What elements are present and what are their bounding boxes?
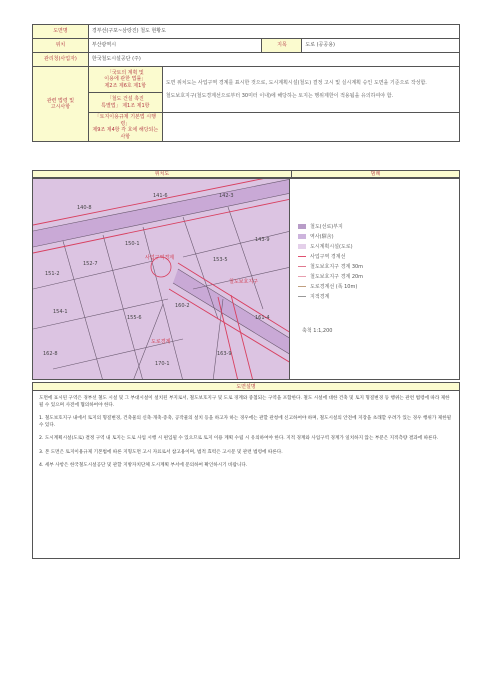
parcel-label: 151-2 <box>45 271 60 277</box>
legend-item: 철도보호지구 경계 30m <box>298 263 363 270</box>
parcel-label: 163-9 <box>217 351 232 357</box>
legend-swatch <box>298 244 306 249</box>
parcel-label: 142-3 <box>219 193 234 199</box>
description-paragraph: 도면에 표시된 구역은 경부선 철도 시설 및 그 부대시설이 설치된 부지로서, 철도보호지구 및 도로 경계와 중첩되는 구역을 포함한다. 철도 시설에 대한 건축 및 토지 형질변경 등 행위는 관련 법령에 따라 제한될 수 있으며 사전에 협의하여야 한다. <box>39 396 450 409</box>
legend-swatch <box>298 234 306 239</box>
legend-panel <box>290 178 460 380</box>
description-paragraph: 1. 철도보호지구 내에서 토지의 형질변경, 건축물의 신축·개축·증축, 공작물의 설치 등을 하고자 하는 경우에는 관할 관청에 신고하여야 하며, 철도시설의 안전에 지장을 초래할 우려가 있는 경우 행위가 제한될 수 있다. <box>39 416 452 429</box>
map-header-label: 위치도 <box>33 171 292 177</box>
parcel-label: 141-6 <box>153 193 168 199</box>
info-table <box>32 24 460 142</box>
law-notes <box>162 67 459 113</box>
legend-item: 역사(驛舍) <box>298 233 334 240</box>
law-sub-label-2: 「철도 건설 촉진 특별법」 제1조 제1항 <box>88 93 162 113</box>
title-value: 경부선(구포~삼랑진) 철도 현황도 <box>88 25 459 39</box>
parcel-label: 161-4 <box>255 315 270 321</box>
legend-item: 도시계획시설(도로) <box>298 243 353 250</box>
map-panel-header <box>32 170 460 178</box>
location-value: 부산광역시 <box>88 39 262 53</box>
law-note-1: 도면 위치도는 사업구역 경계를 표시한 것으로, 도시계획시설(철도) 결정 고시 및 실시계획 승인 도면을 기준으로 작성함. <box>165 80 427 86</box>
parcel-label: 140-8 <box>77 205 92 211</box>
manager-label: 관리청(사업자) <box>33 53 89 67</box>
parcel-label: 152-7 <box>83 261 98 267</box>
boundary-label: 도로경계 <box>151 339 171 345</box>
boundary-label: 사업구역경계 <box>145 255 174 261</box>
parcel-label: 155-6 <box>127 315 142 321</box>
category-value: 도로 (공공용) <box>302 39 460 53</box>
manager-value: 한국철도시설공단 (주) <box>88 53 459 67</box>
legend-header-label: 범례 <box>292 171 459 177</box>
description-header: 도면설명 <box>32 382 460 391</box>
legend-swatch <box>298 266 306 267</box>
legend-swatch <box>298 286 306 287</box>
legend-swatch <box>298 256 306 257</box>
legend-item: 철도(선로)부지 <box>298 223 343 230</box>
boundary-label: 철도보호지구 <box>229 279 258 285</box>
cadastral-map <box>32 178 290 380</box>
legend-item: 지적경계 <box>298 293 329 300</box>
parcel-label: 154-1 <box>53 309 68 315</box>
law-sub-label-1: 「국토의 계획 및 이용에 관한 법률」 제2조 제6호 제1항 <box>88 67 162 93</box>
legend-item: 사업구역 경계선 <box>298 253 345 260</box>
map-scale: 축척 1:1,200 <box>302 328 333 334</box>
parcel-label: 143-9 <box>255 237 270 243</box>
map-drawing <box>33 179 290 380</box>
law-empty-cell <box>162 113 459 142</box>
parcel-label: 162-8 <box>43 351 58 357</box>
legend-item: 도로경계선 (폭 10m) <box>298 283 357 290</box>
description-paragraph: 4. 세부 사항은 한국철도시설공단 및 관할 지방자치단체 도시계획 부서에 문의하여 확인하시기 바랍니다. <box>39 462 248 468</box>
law-note-2: 철도보호지구(철도경계선으로부터 30미터 이내)에 해당하는 토지는 행위제한이 적용됨을 유의하여야 함. <box>165 92 394 99</box>
category-label: 지목 <box>262 39 302 53</box>
legend-swatch <box>298 276 306 277</box>
parcel-label: 170-1 <box>155 361 170 367</box>
legend-swatch <box>298 224 306 229</box>
parcel-label: 160-2 <box>175 303 190 309</box>
parcel-label: 150-1 <box>125 241 140 247</box>
law-section-label: 관련 법령 및 고시사항 <box>33 67 89 142</box>
description-paragraph: 2. 도시계획시설(도로) 결정 구역 내 토지는 도로 사업 시행 시 편입될 수 있으므로 토지 이용 계획 수립 시 유의하여야 한다. 지적 경계와 사업구역 경계가 일치하지 않는 부분은 지적측량 결과에 따른다. <box>39 436 439 442</box>
location-label: 위치 <box>33 39 89 53</box>
legend-swatch <box>298 296 306 297</box>
law-sub-label-3: 「토지이용규제 기본법 시행령」 제9조 제4항 각 호에 해당되는 사항 <box>88 113 162 142</box>
title-label: 도면명 <box>33 25 89 39</box>
parcel-label: 153-5 <box>213 257 228 263</box>
legend-item: 철도보호지구 경계 20m <box>298 273 363 280</box>
description-body <box>32 391 460 559</box>
description-paragraph: 3. 본 도면은 토지이용규제 기본법에 따른 지형도면 고시 자료로서 참고용이며, 법적 효력은 고시문 및 관련 법령에 따른다. <box>39 449 283 455</box>
